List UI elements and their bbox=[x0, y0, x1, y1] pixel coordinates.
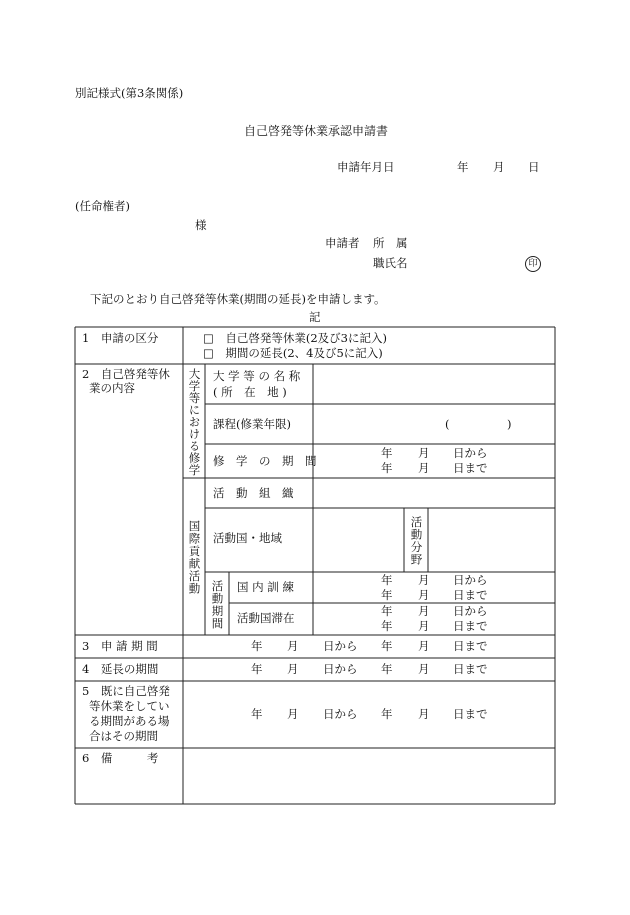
form-title: 自己啓発等休業承認申請書 bbox=[244, 124, 389, 138]
position-name-label: 職氏名 bbox=[373, 256, 408, 270]
affiliation-label: 所 属 bbox=[373, 236, 408, 250]
option-extension-checkbox[interactable]: □ 期間の延長(2、4及び5に記入) bbox=[203, 346, 383, 360]
row5-to-month: 月 bbox=[418, 707, 430, 721]
row4-to-label: 日まで bbox=[453, 662, 488, 676]
row3-to-month: 月 bbox=[418, 639, 430, 653]
activity-country-label: 活動国・地域 bbox=[213, 531, 282, 545]
row5-from-label: 日から bbox=[323, 707, 358, 721]
row4-label: 4 延長の期間 bbox=[82, 662, 159, 676]
university-name-label: 大 学 等 の 名 称 bbox=[213, 369, 301, 383]
study-to-label: 日まで bbox=[453, 461, 488, 475]
row5-label-line2: 等休業をしてい bbox=[89, 699, 170, 713]
row3-to-label: 日まで bbox=[453, 639, 488, 653]
university-study-group: 大学等における修学 bbox=[187, 368, 202, 476]
row3-from-year: 年 bbox=[251, 639, 263, 653]
row6-label: 6 備 考 bbox=[82, 751, 159, 765]
row5-from-year: 年 bbox=[251, 707, 263, 721]
stay-abroad-label: 活動国滞在 bbox=[237, 611, 295, 625]
row3-from-label: 日から bbox=[323, 639, 358, 653]
stay-from-month: 月 bbox=[418, 604, 430, 618]
row5-label-line4: 合はその期間 bbox=[89, 729, 158, 743]
course-paren-close: ) bbox=[507, 417, 512, 431]
row3-to-year: 年 bbox=[381, 639, 393, 653]
activity-field-label: 活動分野 bbox=[409, 516, 424, 566]
date-year: 年 bbox=[457, 160, 469, 174]
domestic-from-label: 日から bbox=[453, 573, 488, 587]
domestic-to-month: 月 bbox=[418, 588, 430, 602]
row4-to-year: 年 bbox=[381, 662, 393, 676]
domestic-to-year: 年 bbox=[381, 588, 393, 602]
row5-from-month: 月 bbox=[287, 707, 299, 721]
study-period-label: 修 学 の 期 間 bbox=[213, 454, 317, 468]
domestic-from-year: 年 bbox=[381, 573, 393, 587]
study-from-label: 日から bbox=[453, 446, 488, 460]
row5-to-year: 年 bbox=[381, 707, 393, 721]
form-reference: 別記様式(第3条関係) bbox=[75, 86, 184, 100]
date-day: 日 bbox=[528, 160, 540, 174]
stay-to-label: 日まで bbox=[453, 619, 488, 633]
appointer-label: (任命権者) bbox=[75, 199, 130, 213]
row5-to-label: 日まで bbox=[453, 707, 488, 721]
row2-label-line2: 業の内容 bbox=[89, 381, 135, 395]
domestic-from-month: 月 bbox=[418, 573, 430, 587]
intro-text: 下記のとおり自己啓発等休業(期間の延長)を申請します。 bbox=[90, 292, 386, 306]
row4-to-month: 月 bbox=[418, 662, 430, 676]
ki-label: 記 bbox=[309, 310, 321, 324]
study-to-month: 月 bbox=[418, 461, 430, 475]
study-from-month: 月 bbox=[418, 446, 430, 460]
applicant-label: 申請者 bbox=[325, 236, 360, 250]
row5-label-line1: 5 既に自己啓発 bbox=[82, 684, 170, 698]
row4-from-month: 月 bbox=[287, 662, 299, 676]
stay-to-month: 月 bbox=[418, 619, 430, 633]
domestic-training-label: 国 内 訓 練 bbox=[237, 580, 294, 594]
date-month: 月 bbox=[493, 160, 505, 174]
row4-from-label: 日から bbox=[323, 662, 358, 676]
stay-from-year: 年 bbox=[381, 604, 393, 618]
university-location-label: ( 所 在 地 ) bbox=[213, 385, 287, 399]
study-to-year: 年 bbox=[381, 461, 393, 475]
stay-from-label: 日から bbox=[453, 604, 488, 618]
study-from-year: 年 bbox=[381, 446, 393, 460]
row4-from-year: 年 bbox=[251, 662, 263, 676]
course-label: 課程(修業年限) bbox=[213, 417, 291, 431]
international-activity-group: 国際貢献活動 bbox=[187, 520, 202, 595]
seal-mark: 印 bbox=[525, 256, 541, 272]
domestic-to-label: 日まで bbox=[453, 588, 488, 602]
row1-label: 1 申請の区分 bbox=[82, 331, 159, 345]
row3-from-month: 月 bbox=[287, 639, 299, 653]
stay-to-year: 年 bbox=[381, 619, 393, 633]
course-paren-open: ( bbox=[445, 417, 450, 431]
activity-period-label: 活動期間 bbox=[210, 580, 225, 630]
row3-label: 3 申 請 期 間 bbox=[82, 639, 158, 653]
option-leave-checkbox[interactable]: □ 自己啓発等休業(2及び3に記入) bbox=[203, 331, 387, 345]
application-date-label: 申請年月日 bbox=[337, 160, 395, 174]
sama-label: 様 bbox=[195, 218, 207, 232]
row5-label-line3: る期間がある場 bbox=[89, 714, 170, 728]
row2-label-line1: 2 自己啓発等休 bbox=[82, 367, 170, 381]
activity-org-label: 活 動 組 織 bbox=[213, 486, 294, 500]
